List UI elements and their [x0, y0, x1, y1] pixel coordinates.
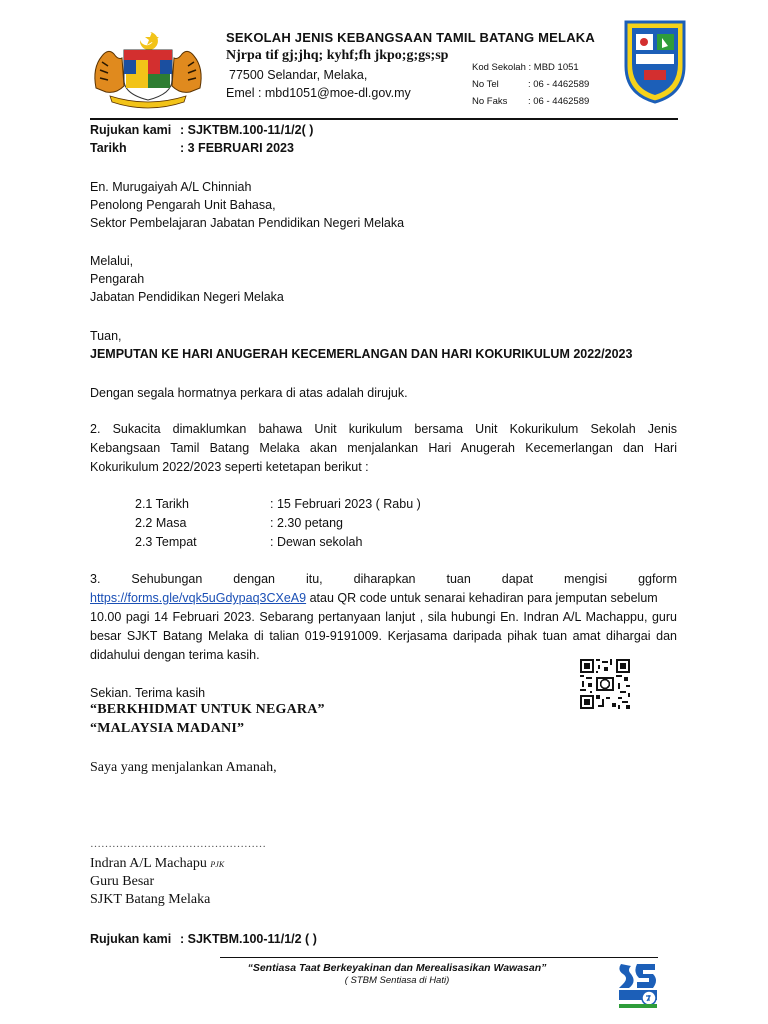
school-email: Emel : mbd1051@moe-dl.gov.my — [226, 86, 411, 100]
motto-line-2: “MALAYSIA MADANI” — [90, 721, 245, 736]
closing-thanks: Sekian. Terima kasih — [90, 686, 206, 700]
salutation: Tuan, — [90, 329, 122, 343]
detail-value-tempat: : Dewan sekolah — [270, 535, 363, 549]
footer-quote: “Sentiasa Taat Berkeyakinan dan Merealisasikan Wawasan” — [247, 962, 547, 974]
para3-line-4: besar SJKT Batang Melaka di talian 019-9191009. Kerjasama daripada pihak tuan amat dihargai dan — [90, 629, 677, 643]
para3-line-5: didahului dengan terima kasih. — [90, 648, 260, 662]
via-label: Melalui, — [90, 254, 134, 268]
tel-label: No Tel — [472, 79, 499, 90]
recipient-sector: Sektor Pembelajaran Jabatan Pendidikan Negeri Melaka — [90, 216, 405, 230]
signatory-name — [90, 854, 224, 874]
tarikh-value: : 3 FEBRUARI 2023 — [180, 141, 294, 155]
school-address: 77500 Selandar, Melaka, — [229, 68, 368, 82]
para2-line-2: Kebangsaan Tamil Batang Melaka akan menjalankan Hari Anugerah Kecemerlangan dan Hari — [90, 441, 677, 455]
motto-line-1: “BERKHIDMAT UNTUK NEGARA” — [90, 702, 325, 717]
signatory-school: SJKT Batang Melaka — [90, 892, 211, 907]
para2-line-3: Kokurikulum 2022/2023 seperti ketetapan berikut : — [90, 460, 369, 474]
footer-rujukan-value: : SJKTBM.100-11/1/2 ( ) — [180, 932, 317, 946]
signatory-name-text: Indran A/L Machapu — [90, 856, 207, 871]
para3-line-3: 10.00 pagi 14 Februari 2023. Sebarang pertanyaan lanjut , sila hubungi En. Indran A/L Machappu, guru — [90, 610, 677, 624]
via-department: Jabatan Pendidikan Negeri Melaka — [90, 290, 284, 304]
detail-value-tarikh: : 15 Februari 2023 ( Rabu ) — [270, 497, 421, 511]
subject-line: JEMPUTAN KE HARI ANUGERAH KECEMERLANGAN DAN HARI KOKURIKULUM 2022/2023 — [90, 347, 633, 361]
rujukan-label: Rujukan kami — [90, 123, 172, 137]
footer-divider — [220, 957, 658, 958]
signature-line: ………………………………………… — [90, 838, 266, 850]
recipient-title: Penolong Pengarah Unit Bahasa, — [90, 198, 276, 212]
qr-code-icon[interactable] — [580, 659, 630, 709]
signatory-honor: PJK — [210, 860, 225, 869]
para2-line-1: 2. Sukacita dimaklumkan bahawa Unit kurikulum bersama Unit Kokurikulum Sekolah Jenis — [90, 422, 677, 436]
header-divider — [90, 118, 678, 120]
tarikh-label: Tarikh — [90, 141, 127, 155]
school-code: Kod Sekolah : MBD 1051 — [472, 62, 579, 73]
signatory-title: Guru Besar — [90, 874, 155, 889]
rujukan-value: : SJKTBM.100-11/1/2( ) — [180, 123, 314, 137]
school-anniversary-logo-icon — [615, 960, 661, 1012]
para3-line-1: 3. Sehubungan dengan itu, diharapkan tuan dapat mengisi ggform — [90, 572, 677, 586]
recipient-name: En. Murugaiyah A/L Chinniah — [90, 180, 252, 194]
school-name-tamil: Njrpa tif gj;jhq; kyhf;fh jkpo;g;gs;sp — [226, 48, 449, 63]
para3-line-2-rest: atau QR code untuk senarai kehadiran para jemputan sebelum — [306, 591, 658, 605]
tel-value: : 06 - 4462589 — [528, 79, 590, 90]
intro-text: Dengan segala hormatnya perkara di atas adalah dirujuk. — [90, 386, 408, 400]
gform-link[interactable]: https://forms.gle/vqk5uGdypaq3CXeA9 — [90, 591, 307, 605]
detail-label-tempat: 2.3 Tempat — [135, 535, 197, 549]
amanah-text: Saya yang menjalankan Amanah, — [90, 760, 277, 775]
fax-label: No Faks — [472, 96, 508, 107]
detail-value-masa: : 2.30 petang — [270, 516, 343, 530]
school-name: SEKOLAH JENIS KEBANGSAAN TAMIL BATANG MELAKA — [226, 30, 595, 45]
detail-label-tarikh: 2.1 Tarikh — [135, 497, 189, 511]
detail-label-masa: 2.2 Masa — [135, 516, 187, 530]
fax-value: : 06 - 4462589 — [528, 96, 590, 107]
school-crest-icon — [620, 16, 690, 104]
para3-line-2 — [90, 589, 658, 607]
footer-rujukan-label: Rujukan kami — [90, 932, 172, 946]
via-title: Pengarah — [90, 272, 145, 286]
footer-subtitle: ( STBM Sentiasa di Hati) — [344, 975, 450, 986]
malaysia-coat-of-arms-icon — [88, 28, 208, 110]
